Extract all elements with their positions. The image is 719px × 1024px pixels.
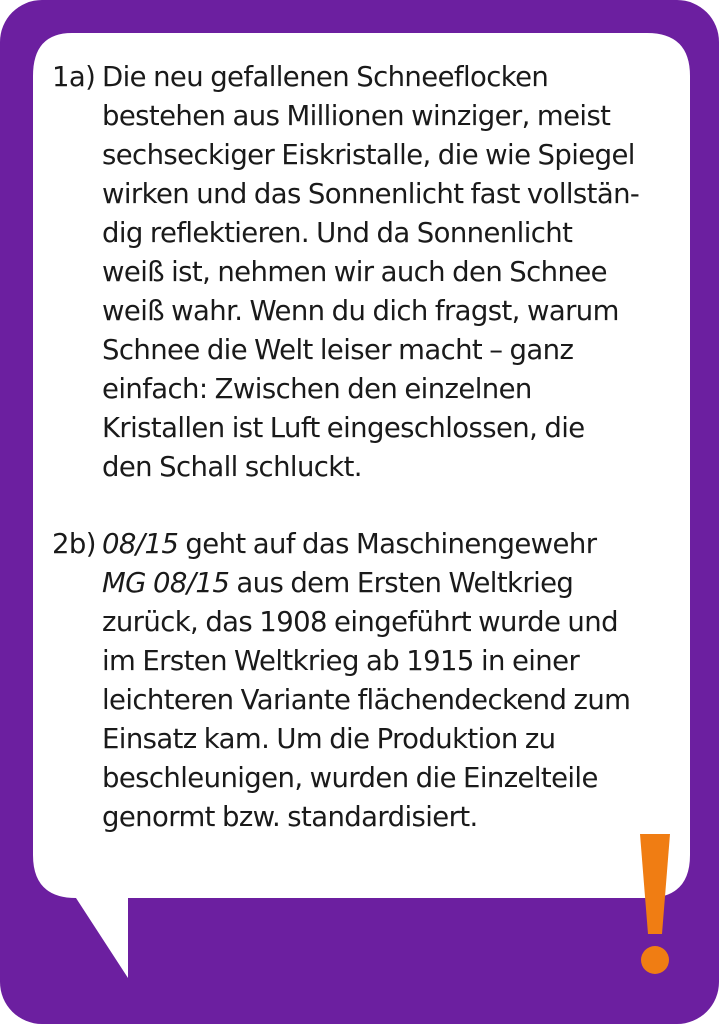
text-line: Einsatz kam. Um die Produktion zu (102, 723, 556, 755)
text-line: dig reflektieren. Und da Sonnenlicht (102, 217, 573, 249)
text-line: sechseckiger Eiskristalle, die wie Spiegel (102, 139, 635, 171)
text-line: wirken und das Sonnenlicht fast vollstän- (102, 178, 640, 210)
answer-list (52, 58, 692, 875)
answer-label: 1a) (52, 61, 96, 93)
text-line: bestehen aus Millionen winziger, meist (102, 100, 611, 132)
answer-text (102, 525, 692, 837)
text-line: im Ersten Weltkrieg ab 1915 in einer (102, 645, 580, 677)
text-line: weiß wahr. Wenn du dich fragst, warum (102, 295, 619, 327)
text-line: Schnee die Welt leiser macht – ganz (102, 334, 574, 366)
text-line: Kristallen ist Luft eingeschlossen, die (102, 412, 585, 444)
italic-term: MG 08/15 (102, 567, 230, 599)
italic-term: 08/15 (102, 528, 179, 560)
text-fragment: geht auf das Maschinengewehr (178, 528, 597, 560)
answer-text (102, 58, 692, 487)
exclamation-mark-icon (628, 830, 684, 980)
exclamation-dot (641, 946, 669, 974)
answer-1a (52, 58, 692, 487)
answer-2b (52, 525, 692, 837)
text-line (102, 564, 692, 603)
text-line: genormt bzw. standardisiert. (102, 801, 478, 833)
text-line: leichteren Variante flächendeckend zum (102, 684, 631, 716)
text-line: Die neu gefallenen Schneeflocken (102, 61, 549, 93)
text-fragment: aus dem Ersten Weltkrieg (229, 567, 574, 599)
text-line: beschleunigen, wurden die Einzelteile (102, 762, 598, 794)
exclamation-bar (640, 834, 670, 934)
text-line (102, 525, 692, 564)
text-line: den Schall schluckt. (102, 451, 362, 483)
text-line: weiß ist, nehmen wir auch den Schnee (102, 256, 607, 288)
text-line: einfach: Zwischen den einzelnen (102, 373, 532, 405)
text-line: zurück, das 1908 eingeführt wurde und (102, 606, 618, 638)
answer-label: 2b) (52, 528, 96, 560)
